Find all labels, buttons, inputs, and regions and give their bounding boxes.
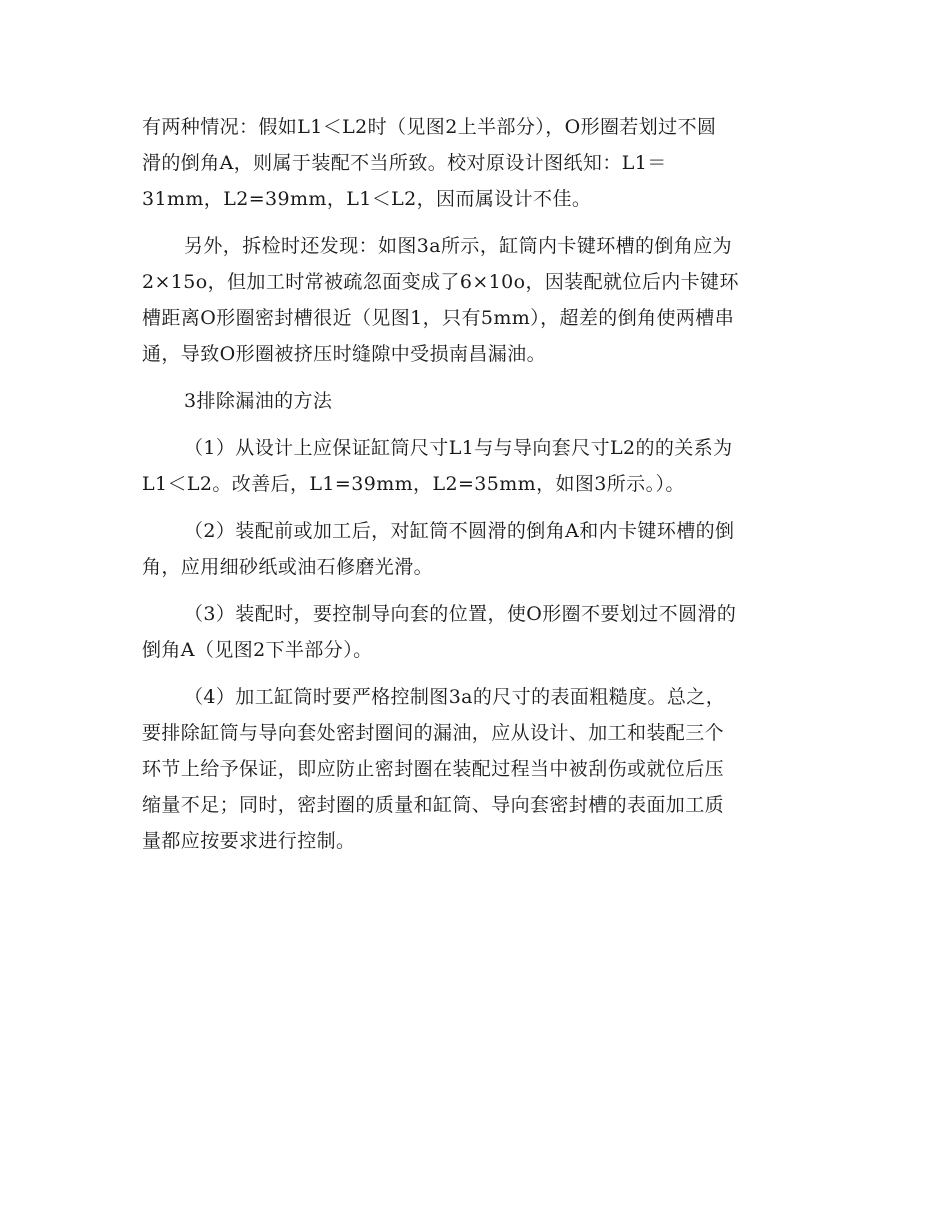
- text-line: 另外，拆检时还发现：如图3a所示，缸筒内卡键环槽的倒角应为: [184, 235, 733, 257]
- text-line: 倒角A（见图2下半部分）。: [142, 639, 373, 661]
- text-line: 缩量不足；同时，密封圈的质量和缸筒、导向套密封槽的表面加工质: [142, 794, 725, 816]
- text-line: 环节上给予保证，即应防止密封圈在装配过程当中被刮伤或就位后压: [142, 758, 725, 780]
- text-line: （4）加工缸筒时要严格控制图3a的尺寸的表面粗糙度。总之，: [184, 686, 726, 708]
- document-body: [142, 109, 807, 859]
- paragraph-item-2: [142, 513, 807, 585]
- paragraph-cause-analysis: [142, 109, 807, 217]
- text-line: 3排除漏油的方法: [184, 390, 333, 412]
- paragraph-item-4: [142, 679, 807, 859]
- text-line: 滑的倒角A，则属于装配不当所致。校对原设计图纸知：L1＝: [142, 152, 667, 174]
- paragraph-item-1: [142, 430, 807, 502]
- text-line: 有两种情况：假如L1＜L2时（见图2上半部分），O形圈若划过不圆: [142, 116, 717, 138]
- text-line: 要排除缸筒与导向套处密封圈间的漏油，应从设计、加工和装配三个: [142, 722, 725, 744]
- text-line: 槽距离O形圈密封槽很近（见图1，只有5mm），超差的倒角使两槽串: [142, 307, 735, 329]
- text-line: L1＜L2。改善后，L1=39mm，L2=35mm，如图3所示。）。: [142, 473, 685, 495]
- text-line: 通，导致O形圈被挤压时缝隙中受损南昌漏油。: [142, 343, 546, 365]
- text-line: 角，应用细砂纸或油石修磨光滑。: [142, 556, 434, 578]
- text-line: 2×15o，但加工时常被疏忽面变成了6×10o，因装配就位后内卡键环: [142, 271, 739, 293]
- text-line: （1）从设计上应保证缸筒尺寸L1与与导向套尺寸L2的的关系为: [184, 437, 733, 459]
- text-line: （3）装配时，要控制导向套的位置，使O形圈不要划过不圆滑的: [184, 603, 737, 625]
- paragraph-inspection-findings: [142, 228, 807, 372]
- text-line: 量都应按要求进行控制。: [142, 830, 356, 852]
- section-heading-leak-removal: [142, 383, 807, 419]
- text-line: （2）装配前或加工后，对缸筒不圆滑的倒角A和内卡键环槽的倒: [184, 520, 735, 542]
- paragraph-item-3: [142, 596, 807, 668]
- text-line: 31mm，L2=39mm，L1＜L2，因而属设计不佳。: [142, 188, 592, 210]
